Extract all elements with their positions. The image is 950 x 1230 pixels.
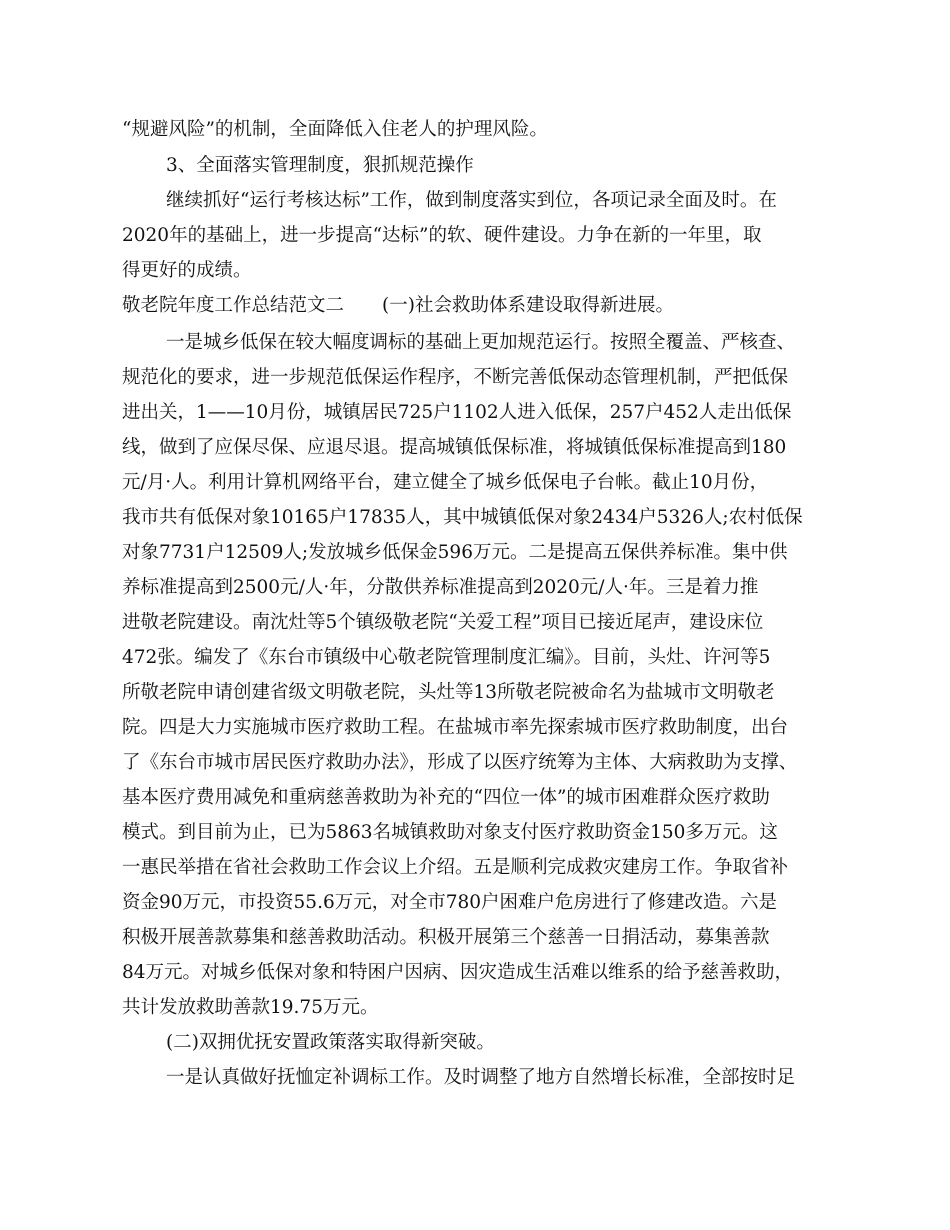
section-heading: 3、全面落实管理制度，狠抓规范操作 xyxy=(166,155,474,176)
paragraph-line: 共计发放救助善款19.75万元。 xyxy=(122,997,379,1018)
paragraph-line: 472张。编发了《东台市镇级中心敬老院管理制度汇编》。目前，头灶、许河等5 xyxy=(122,647,771,668)
paragraph-line: 进出关，1——10月份，城镇居民725户1102人进入低保，257户452人走出低保 xyxy=(122,402,792,423)
section-subtitle: (一)社会救助体系建设取得新进展。 xyxy=(382,295,674,316)
paragraph-line: 线，做到了应保尽保、应退尽退。提高城镇低保标准，将城镇低保标准提高到180 xyxy=(122,437,787,458)
paragraph-line: 我市共有低保对象10165户17835人，其中城镇低保对象2434户5326人;农村低保 xyxy=(122,507,803,528)
paragraph-line: 继续抓好“运行考核达标”工作，做到制度落实到位，各项记录全面及时。在 xyxy=(166,190,777,211)
paragraph-line: 对象7731户12509人;发放城乡低保金596万元。二是提高五保供养标准。集中供 xyxy=(122,542,788,563)
paragraph-line: 一是城乡低保在较大幅度调标的基础上更加规范运行。按照全覆盖、严核查、 xyxy=(166,332,796,353)
paragraph-line: 积极开展善款募集和慈善救助活动。积极开展第三个慈善一日捐活动，募集善款 xyxy=(122,927,770,948)
document-title: 敬老院年度工作总结范文二 xyxy=(122,295,345,316)
paragraph-line: 84万元。对城乡低保对象和特困户因病、因灾造成生活难以维系的给予慈善救助， xyxy=(122,962,794,983)
paragraph-line: 资金90万元，市投资55.6万元，对全市780户困难户危房进行了修建改造。六是 xyxy=(122,892,778,913)
paragraph-line: 得更好的成绩。 xyxy=(122,260,252,281)
paragraph-line: 模式。到目前为止，已为5863名城镇救助对象支付医疗救助资金150多万元。这 xyxy=(122,822,778,843)
paragraph-line: 院。四是大力实施城市医疗救助工程。在盐城市率先探索城市医疗救助制度，出台 xyxy=(122,717,789,738)
section-heading: (二)双拥优抚安置政策落实取得新突破。 xyxy=(166,1032,495,1053)
paragraph-line: 了《东台市城市居民医疗救助办法》，形成了以医疗统筹为主体、大病救助为支撑、 xyxy=(122,752,798,773)
paragraph-line: 元/月·人。利用计算机网络平台，建立健全了城乡低保电子台帐。截止10月份， xyxy=(122,472,769,493)
paragraph-line: 所敬老院申请创建省级文明敬老院，头灶等13所敬老院被命名为盐城市文明敬老 xyxy=(122,682,775,703)
paragraph-line: 规范化的要求，进一步规范低保运作程序，不断完善低保动态管理机制，严把低保 xyxy=(122,367,789,388)
paragraph-line: 进敬老院建设。南沈灶等5个镇级敬老院“关爱工程”项目已接近尾声，建设床位 xyxy=(122,612,764,633)
paragraph-line: 一是认真做好抚恤定补调标工作。及时调整了地方自然增长标准，全部按时足 xyxy=(166,1067,796,1088)
paragraph-line: 2020年的基础上，进一步提高“达标”的软、硬件建设。力争在新的一年里，取 xyxy=(122,225,762,246)
paragraph-line: 基本医疗费用减免和重病慈善救助为补充的“四位一体”的城市困难群众医疗救助 xyxy=(122,787,770,808)
document-heading xyxy=(122,294,674,318)
paragraph-line: 一惠民举措在省社会救助工作会议上介绍。五是顺利完成救灾建房工作。争取省补 xyxy=(122,857,789,878)
paragraph-line: “规避风险”的机制，全面降低入住老人的护理风险。 xyxy=(122,119,548,140)
paragraph-line: 养标准提高到2500元/人·年，分散供养标准提高到2020元/人·年。三是着力推 xyxy=(122,577,759,598)
